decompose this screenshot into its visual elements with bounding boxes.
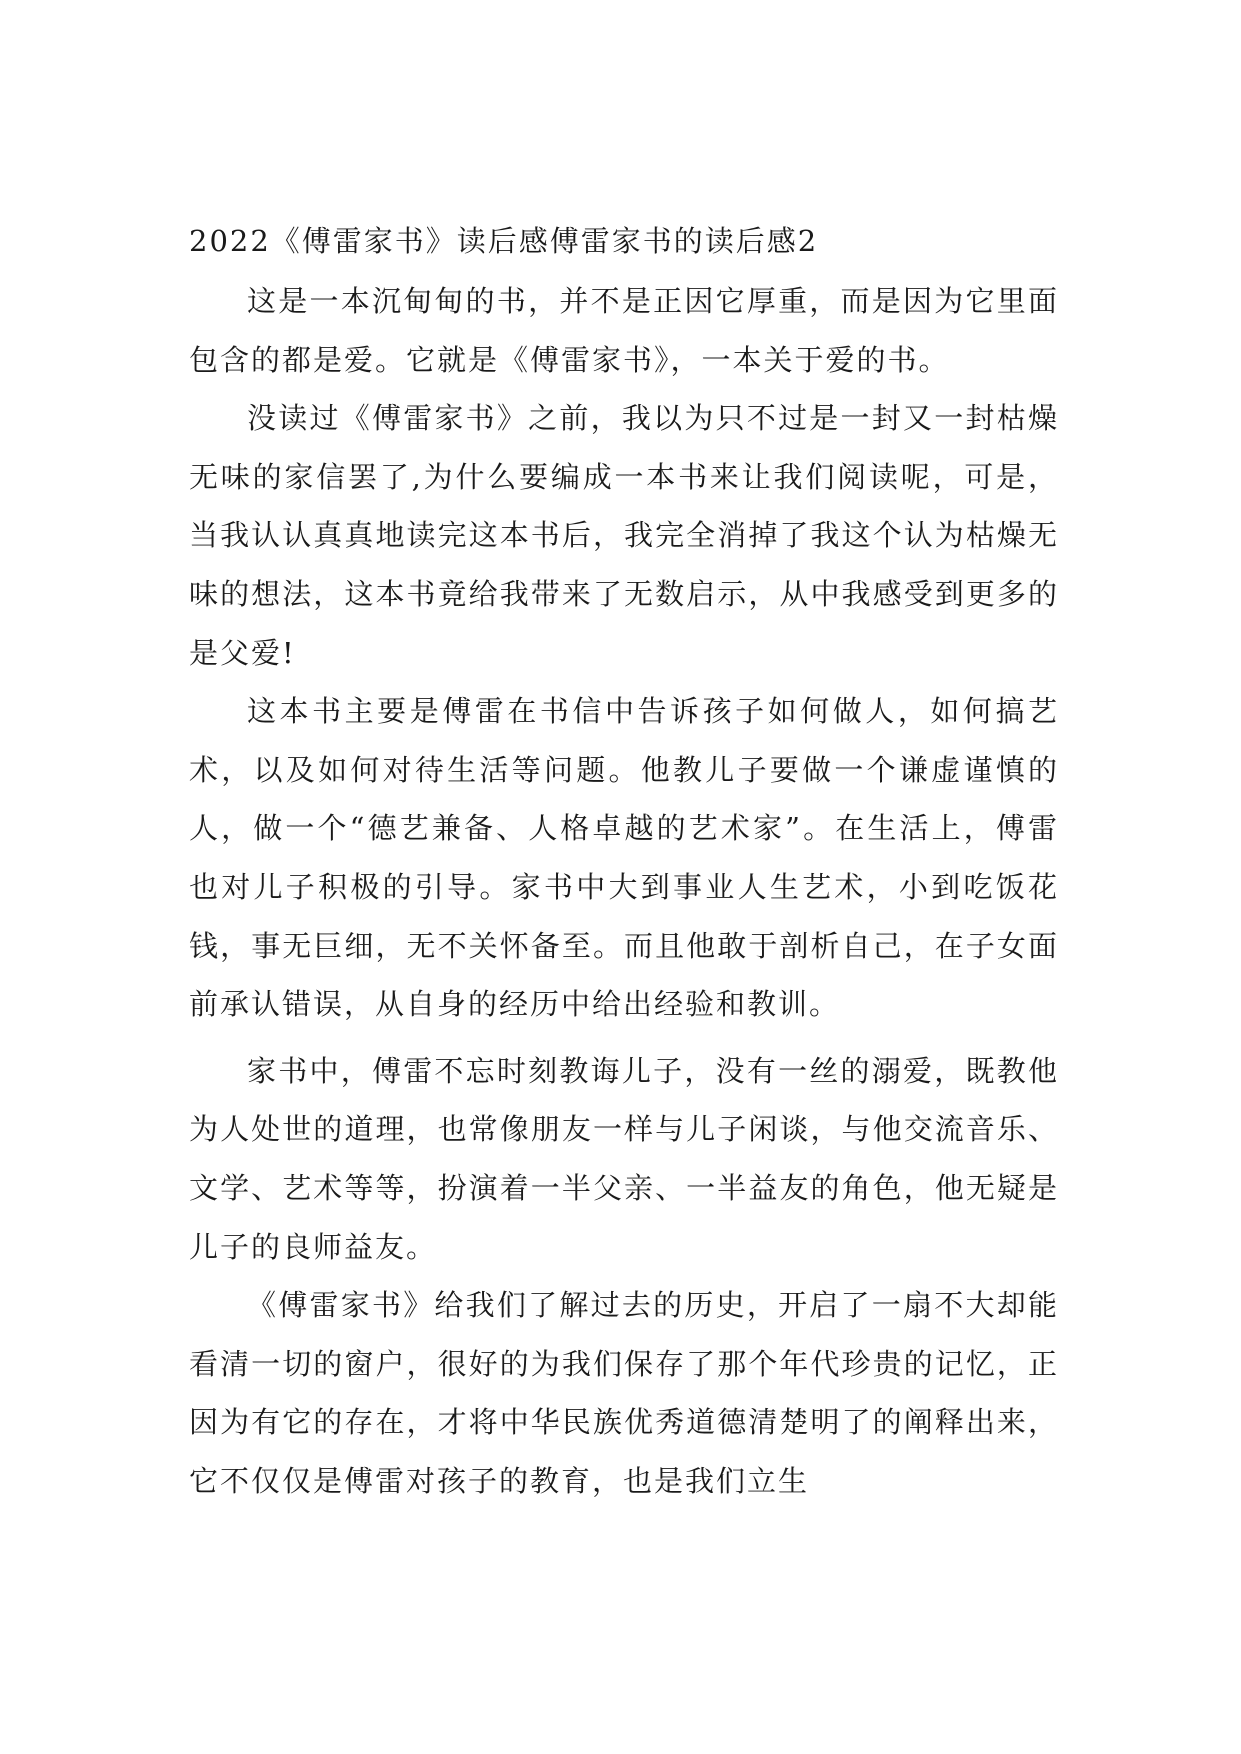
paragraph-1: 这是一本沉甸甸的书，并不是正因它厚重，而是因为它里面包含的都是爱。它就是《傅雷家书》，一本关于爱的书。 (189, 284, 1059, 377)
document-body (189, 210, 1059, 1510)
paragraph-3: 这本书主要是傅雷在书信中告诉孩子如何做人，如何搞艺术，以及如何对待生活等问题。他教儿子要做一个谦虚谨慎的人，做一个“德艺兼备、人格卓越的艺术家”。在生活上，傅雷也对儿子积极的引导。家书中大到事业人生艺术，小到吃饭花钱，事无巨细，无不关怀备至。而且他敢于剖析自己，在子女面前承认错误，从自身的经历中给出经验和教训。 (189, 694, 1059, 1022)
paragraph-2: 没读过《傅雷家书》之前，我以为只不过是一封又一封枯燥无味的家信罢了,为什么要编成一本书来让我们阅读呢，可是，当我认认真真地读完这本书后，我完全消掉了我这个认为枯燥无味的想法，这本书竟给我带来了无数启示，从中我感受到更多的是父爱! (189, 401, 1059, 670)
document-title: 2022《傅雷家书》读后感傅雷家书的读后感2 (189, 224, 819, 258)
paragraph-4: 家书中，傅雷不忘时刻教诲儿子，没有一丝的溺爱，既教他为人处世的道理，也常像朋友一样与儿子闲谈，与他交流音乐、文学、艺术等等，扮演着一半父亲、一半益友的角色，他无疑是儿子的良师益友。 (189, 1053, 1059, 1264)
paragraph-5: 《傅雷家书》给我们了解过去的历史，开启了一扇不大却能看清一切的窗户，很好的为我们保存了那个年代珍贵的记忆，正因为有它的存在，才将中华民族优秀道德清楚明了的阐释出来，它不仅仅是傅雷对孩子的教育，也是我们立生 (189, 1288, 1059, 1498)
